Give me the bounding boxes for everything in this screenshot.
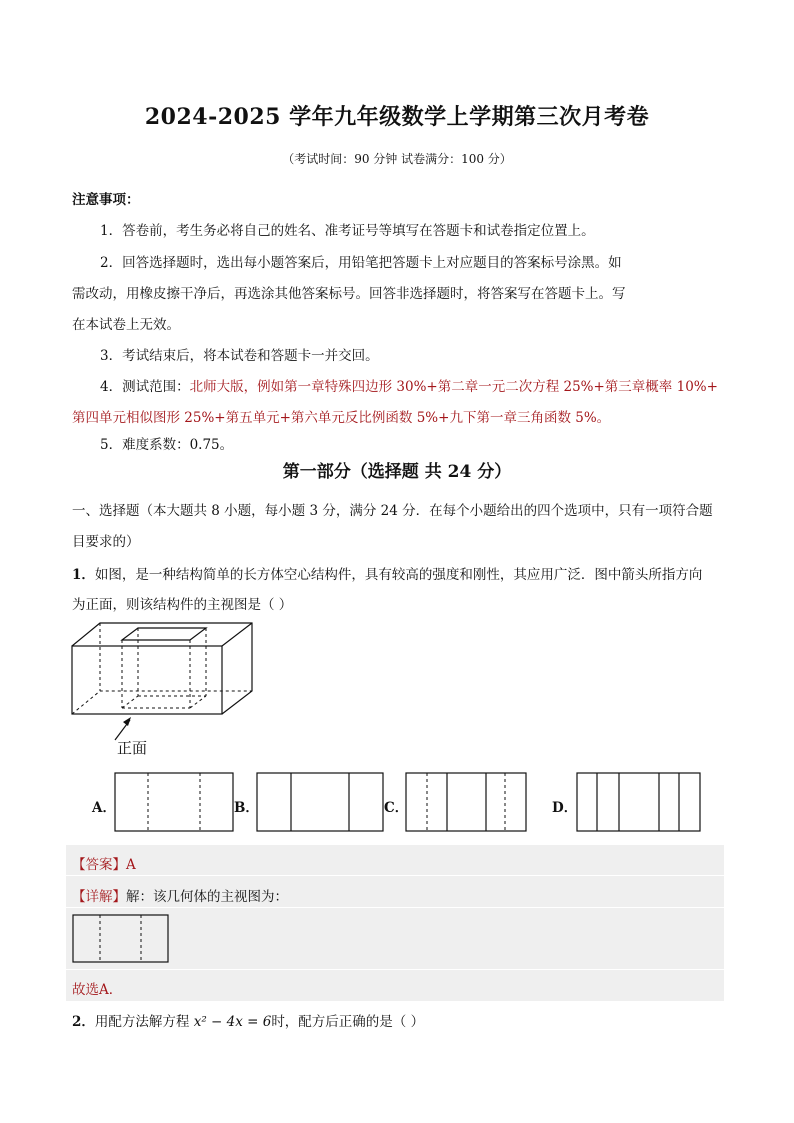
test-scope-line-2: 第四单元相似图形 25%+第五单元+第六单元反比例函数 5%+九下第一章三角函数 5%。	[72, 410, 611, 426]
top-right-edge	[222, 623, 252, 646]
test-scope: 北师大版，例如第一章特殊四边形 30%+第二章一元二次方程 25%+第三章概率 10%+	[189, 379, 718, 395]
conclusion-value: A．	[99, 982, 123, 998]
note-item-2-line-3: 在本试卷上无效。	[72, 317, 180, 333]
question-2-number: 2．	[72, 1014, 95, 1030]
conclusion-prefix: 故选	[72, 982, 99, 998]
solution-figure	[72, 914, 169, 964]
notes-heading: 注意事项：	[72, 192, 140, 208]
detail-label: 【详解】	[72, 889, 126, 905]
detail-line	[72, 885, 288, 905]
option-d-label[interactable]: D．	[552, 800, 578, 816]
section-intro-line-1: 一、选择题（本大题共 8 小题，每小题 3 分，满分 24 分．在每个小题给出的四个选项中，只有一项符合题	[72, 503, 713, 519]
note-item-2-line-1: 2．回答选择题时，选出每小题答案后，用铅笔把答题卡上对应题目的答案标号涂黑。如	[100, 255, 622, 271]
option-d-figure[interactable]	[576, 772, 701, 832]
option-b-figure[interactable]	[256, 772, 384, 832]
option-c-label[interactable]: C．	[384, 800, 409, 816]
answer-line	[72, 853, 136, 873]
note-item-4	[100, 375, 718, 395]
option-a-label[interactable]: A．	[92, 800, 116, 816]
page-title: 2024-2025 学年九年级数学上学期第三次月考卷	[144, 104, 650, 130]
hollow-cuboid-figure	[70, 620, 260, 760]
question-2-text-after: 时，配方后正确的是（ ）	[271, 1014, 425, 1030]
question-1-text: 如图，是一种结构简单的长方体空心结构件，具有较高的强度和刚性，其应用广泛．图中箭头所指方向	[94, 567, 703, 583]
question-1-line-1	[72, 563, 702, 583]
note-item-1: 1．答卷前，考生务必将自己的姓名、准考证号等填写在答题卡和试卷指定位置上。	[100, 223, 595, 239]
section-title: 第一部分（选择题 共 24 分）	[282, 462, 512, 482]
conclusion-line	[72, 978, 122, 998]
option-b-label[interactable]: B．	[234, 800, 259, 816]
question-2-text-before: 用配方法解方程	[94, 1014, 194, 1030]
top-side-edges	[72, 623, 252, 714]
option-c-figure[interactable]	[405, 772, 527, 832]
exam-info: （考试时间：90 分钟 试卷满分：100 分）	[282, 152, 512, 166]
top-opening	[122, 628, 206, 640]
note-item-3: 3．考试结束后，将本试卷和答题卡一并交回。	[100, 348, 379, 364]
front-face	[72, 646, 222, 714]
section-intro-line-2: 目要求的）	[72, 534, 140, 550]
option-a-figure[interactable]	[114, 772, 234, 832]
hidden-edges	[72, 623, 252, 714]
note-item-2-line-2: 需改动，用橡皮擦干净后，再选涂其他答案标号。回答非选择题时，将答案写在答题卡上。写	[72, 286, 626, 302]
answer-value: A	[126, 857, 136, 873]
note-item-4-prefix: 4．测试范围：	[100, 379, 190, 395]
question-2-equation: x² − 4x = 6	[193, 1014, 272, 1030]
note-item-5: 5．难度系数：0.75。	[100, 437, 234, 453]
front-label: 正面	[117, 739, 148, 757]
answer-label: 【答案】	[72, 857, 126, 873]
question-1-number: 1．	[72, 567, 95, 583]
question-1-line-2: 为正面，则该结构件的主视图是（ ）	[72, 597, 293, 613]
question-2-line	[72, 1010, 424, 1030]
detail-text: 解：该几何体的主视图为：	[126, 889, 288, 905]
